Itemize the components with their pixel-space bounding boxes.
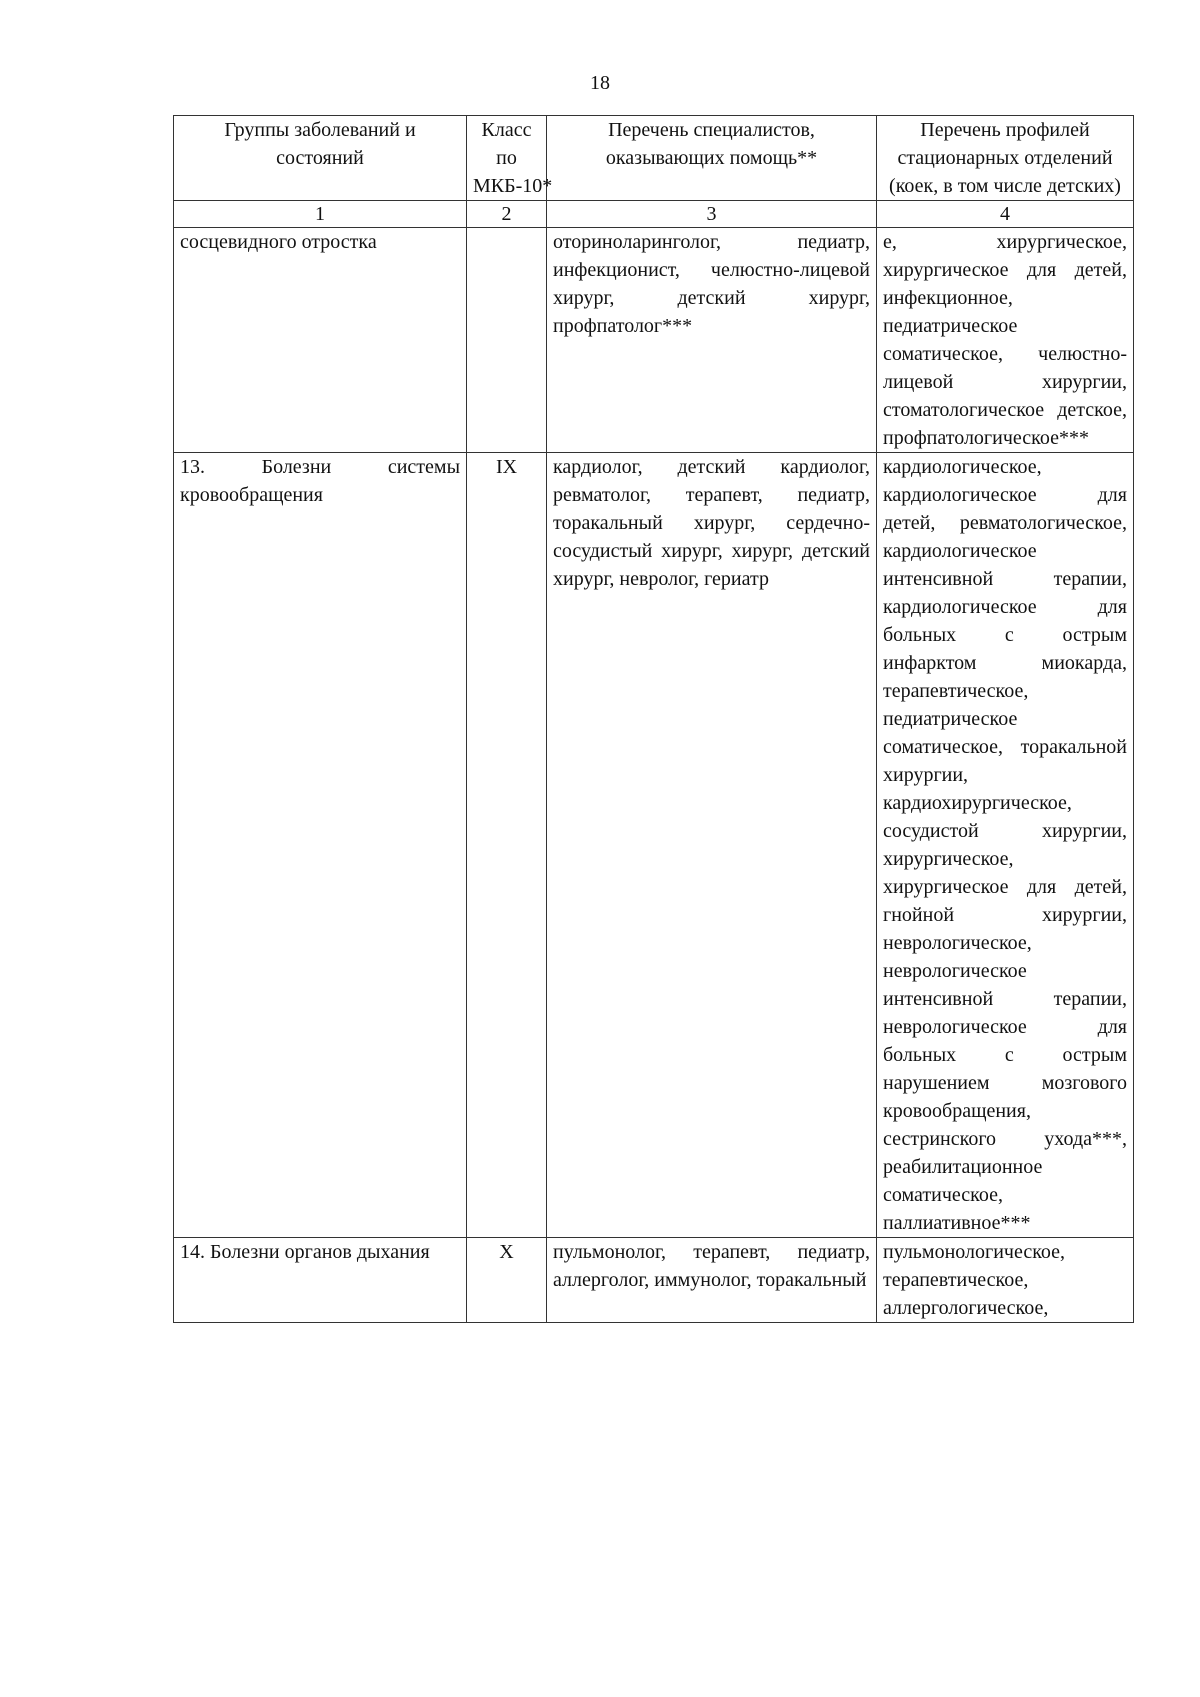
disease-groups-table — [173, 115, 1134, 1323]
bed-profiles-cell: кардиологическое, кардиологическое для детей, ревматологическое, кардиологическое интенсивной терапии, кардиологическое для больных с острым инфарктом миокарда, терапевтическое, педиатрическое соматическое, торакальной хирургии, кардиохирургическое, сосудистой хирургии, хирургическое, хирургическое для детей, гнойной хирургии, неврологическое, неврологическое интенсивной терапии, неврологическое для больных с острым нарушением мозгового кровообращения, сестринского ухода***, реабилитационное соматическое, паллиативное*** — [877, 453, 1134, 1238]
bed-profiles-cell: е, хирургическое, хирургическое для детей, инфекционное, педиатрическое соматическое, челюстно-лицевой хирургии, стоматологическое детское, профпатологическое*** — [877, 228, 1134, 453]
icd-class-cell — [467, 228, 547, 453]
header-disease-groups: Группы заболеваний и состояний — [174, 116, 467, 201]
table-row — [174, 228, 1134, 453]
page-number: 18 — [590, 72, 610, 94]
column-number: 2 — [467, 201, 547, 228]
icd-class-cell: IX — [467, 453, 547, 1238]
bed-profiles-cell: пульмонологическое, терапевтическое, аллергологическое, — [877, 1238, 1134, 1323]
header-icd-class: Класс по МКБ-10* — [467, 116, 547, 201]
specialists-cell: кардиолог, детский кардиолог, ревматолог, терапевт, педиатр, торакальный хирург, сердечно-сосудистый хирург, хирург, детский хирург, невролог, гериатр — [547, 453, 877, 1238]
column-number: 3 — [547, 201, 877, 228]
table-row — [174, 1238, 1134, 1323]
specialists-cell: пульмонолог, терапевт, педиатр, аллерголог, иммунолог, торакальный — [547, 1238, 877, 1323]
table-header-row — [174, 116, 1134, 201]
disease-group-cell: сосцевидного отростка — [174, 228, 467, 453]
column-number-row — [174, 201, 1134, 228]
column-number: 4 — [877, 201, 1134, 228]
disease-group-cell: 14. Болезни органов дыхания — [174, 1238, 467, 1323]
specialists-cell: оториноларинголог, педиатр, инфекционист, челюстно-лицевой хирург, детский хирург, профпатолог*** — [547, 228, 877, 453]
table-row — [174, 453, 1134, 1238]
column-number: 1 — [174, 201, 467, 228]
disease-group-cell: 13. Болезни системы кровообращения — [174, 453, 467, 1238]
icd-class-cell: X — [467, 1238, 547, 1323]
header-specialists: Перечень специалистов, оказывающих помощь** — [547, 116, 877, 201]
header-bed-profiles: Перечень профилей стационарных отделений (коек, в том числе детских) — [877, 116, 1134, 201]
